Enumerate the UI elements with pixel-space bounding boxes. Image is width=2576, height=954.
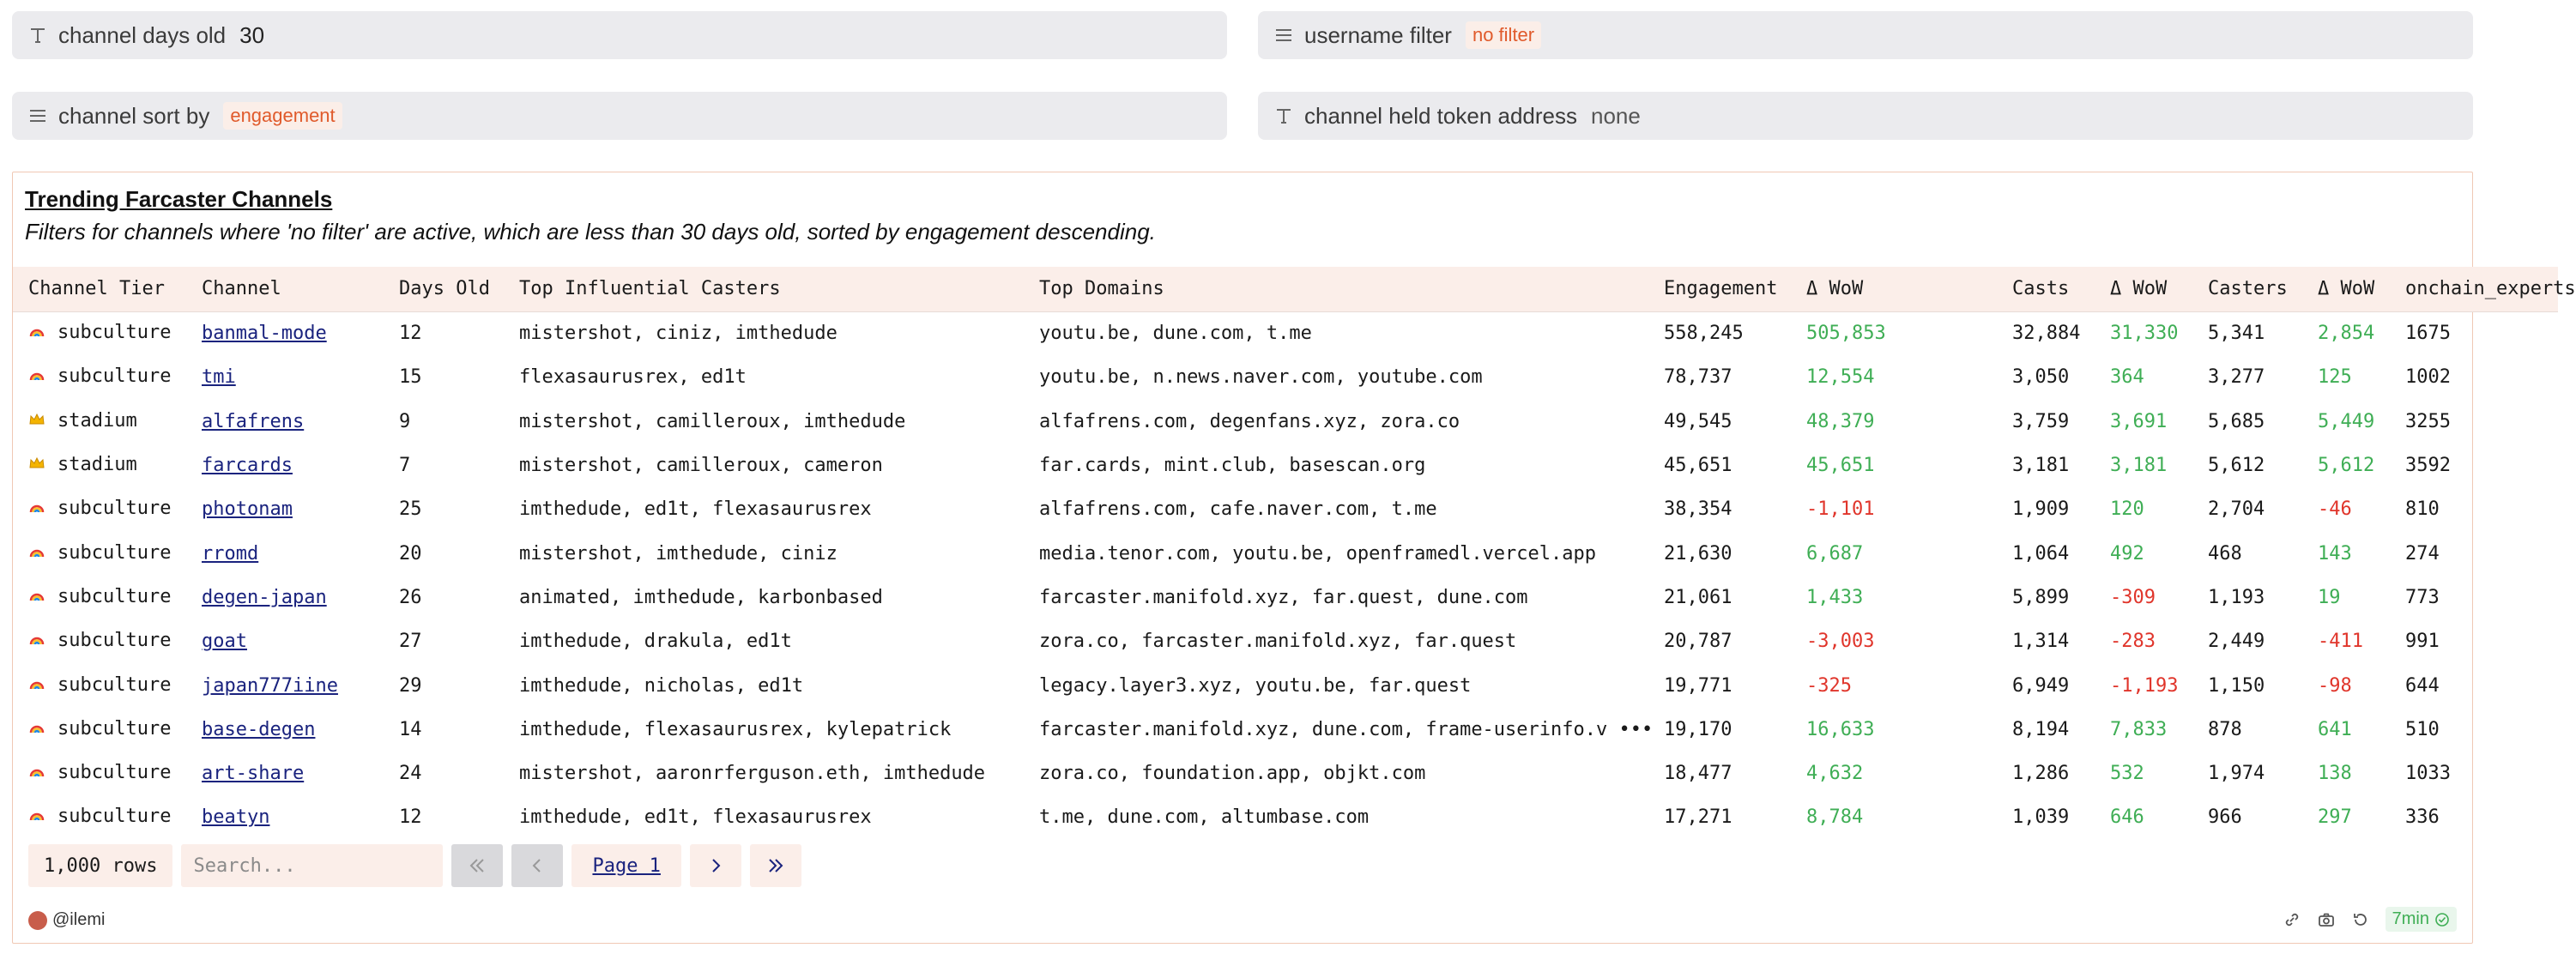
- cell-casters: mistershot, ciniz, imthedude: [519, 323, 838, 345]
- tier-label: subculture: [57, 673, 172, 696]
- cell-casts: 6,949: [2012, 674, 2070, 697]
- cell-domains: alfafrens.com, cafe.naver.com, t.me: [1039, 498, 1437, 521]
- cell-channel-tier: [13, 311, 186, 355]
- table-pager: [28, 843, 801, 888]
- cell-casters-n: 468: [2208, 542, 2242, 565]
- double-chevron-right-icon: [766, 856, 785, 875]
- cell-casters-n: 878: [2208, 718, 2242, 740]
- cell-engagement: 558,245: [1664, 323, 1744, 345]
- channel-link[interactable]: photonam: [202, 498, 293, 521]
- cell-casters-n: 1,193: [2208, 586, 2265, 608]
- cell-casters: imthedude, ed1t, flexasaurusrex: [519, 806, 872, 829]
- param-label: channel days old: [58, 21, 227, 48]
- cell-days: 15: [399, 366, 422, 389]
- cell-channel-tier: [13, 444, 186, 487]
- check-circle-icon: [2434, 912, 2450, 927]
- cell-days: 12: [399, 806, 422, 829]
- param-channel-sort-by[interactable]: [12, 92, 1227, 140]
- cell-domains: farcaster.manifold.xyz, far.quest, dune.com: [1039, 586, 1528, 608]
- cell-domains: zora.co, farcaster.manifold.xyz, far.quest: [1039, 631, 1517, 653]
- cell-engagement: 17,271: [1664, 806, 1732, 829]
- cell-experts: 1675: [2405, 323, 2451, 345]
- cell-casts-wow: 3,181: [2110, 455, 2168, 477]
- channel-link[interactable]: banmal-mode: [202, 323, 327, 345]
- cell-domains: alfafrens.com, degenfans.xyz, zora.co: [1039, 410, 1460, 432]
- cell-days: 27: [399, 631, 422, 653]
- cell-channel-tier: [13, 619, 186, 663]
- cell-channel-tier: [13, 752, 186, 795]
- cell-experts: 336: [2405, 806, 2440, 829]
- viz-subtitle: Filters for channels where 'no filter' are active, which are less than 30 days old, sorted by engagement descending.: [25, 219, 1156, 245]
- cell-casters: mistershot, camilleroux, cameron: [519, 455, 883, 477]
- cell-casts: 3,050: [2012, 366, 2070, 389]
- cell-channel: [186, 487, 384, 531]
- table-row: [13, 619, 2558, 663]
- cell-channel: [186, 752, 384, 795]
- cell-channel: [186, 708, 384, 752]
- channel-link[interactable]: rromd: [202, 542, 259, 565]
- cell-engagement: 38,354: [1664, 498, 1732, 521]
- cell-casters-n: 1,150: [2208, 674, 2265, 697]
- rainbow-icon: [28, 498, 47, 521]
- cell-eng-wow: 16,633: [1806, 718, 1875, 740]
- cell-casters-n: 5,341: [2208, 323, 2265, 345]
- column-header[interactable]: Top Domains: [1039, 278, 1164, 300]
- cell-engagement: 20,787: [1664, 631, 1732, 653]
- cell-casts-wow: 532: [2110, 763, 2144, 785]
- cell-casters-n: 2,449: [2208, 631, 2265, 653]
- channel-link[interactable]: goat: [202, 631, 247, 653]
- cell-casts-wow: 3,691: [2110, 410, 2168, 432]
- cell-experts: 3592: [2405, 455, 2451, 477]
- channels-table: [13, 267, 2576, 840]
- cell-casts: 3,759: [2012, 410, 2070, 432]
- author-name: @ilemi: [52, 910, 106, 929]
- cell-casts-wow: -1,193: [2110, 674, 2179, 697]
- tier-label: subculture: [57, 322, 172, 344]
- param-value[interactable]: no filter: [1466, 21, 1541, 49]
- crown-icon: [28, 411, 47, 433]
- cell-casts: 32,884: [2012, 323, 2081, 345]
- column-header[interactable]: Channel: [202, 278, 281, 300]
- cell-casters-n: 2,704: [2208, 498, 2265, 521]
- table-row: [13, 663, 2558, 707]
- channel-link[interactable]: degen-japan: [202, 586, 327, 608]
- table-row: [13, 576, 2558, 619]
- cell-days: 20: [399, 542, 422, 565]
- cell-channel-tier: [13, 795, 186, 839]
- rainbow-icon: [28, 719, 47, 741]
- cell-eng-wow: 45,651: [1806, 455, 1875, 477]
- rainbow-icon: [28, 323, 47, 345]
- camera-icon[interactable]: [2317, 910, 2336, 929]
- column-header[interactable]: Δ WoW: [1806, 278, 1864, 300]
- channel-link[interactable]: art-share: [202, 763, 305, 785]
- cell-casters-wow: 19: [2318, 586, 2341, 608]
- cell-channel-tier: [13, 355, 186, 399]
- cell-casters: imthedude, nicholas, ed1t: [519, 674, 804, 697]
- table-row: [13, 531, 2558, 575]
- tier-label: stadium: [57, 409, 137, 432]
- cell-domains: youtu.be, n.news.naver.com, youtube.com: [1039, 366, 1483, 389]
- cell-casters: imthedude, drakula, ed1t: [519, 631, 792, 653]
- chevron-right-icon: [706, 856, 725, 875]
- cell-engagement: 18,477: [1664, 763, 1732, 785]
- cell-experts: 1002: [2405, 366, 2451, 389]
- table-header-row: [13, 267, 2558, 311]
- cell-casters-n: 3,277: [2208, 366, 2265, 389]
- text-param-icon: [26, 23, 50, 47]
- cell-experts: 510: [2405, 718, 2440, 740]
- cell-experts: 274: [2405, 542, 2440, 565]
- cell-casts-wow: 646: [2110, 806, 2144, 829]
- cell-eng-wow: 4,632: [1806, 763, 1864, 785]
- tier-label: subculture: [57, 585, 172, 607]
- cell-domains: t.me, dune.com, altumbase.com: [1039, 806, 1370, 829]
- cell-casters-wow: 143: [2318, 542, 2352, 565]
- prev-page-button[interactable]: [511, 844, 563, 887]
- cell-channel: [186, 355, 384, 399]
- last-page-button[interactable]: [750, 844, 801, 887]
- cell-engagement: 21,630: [1664, 542, 1732, 565]
- cell-channel: [186, 663, 384, 707]
- tier-label: subculture: [57, 541, 172, 564]
- rainbow-icon: [28, 806, 47, 829]
- cell-experts: 3255: [2405, 410, 2451, 432]
- column-header[interactable]: Δ WoW: [2110, 278, 2168, 300]
- cell-domains: legacy.layer3.xyz, youtu.be, far.quest: [1039, 674, 1472, 697]
- cell-eng-wow: 505,853: [1806, 323, 1886, 345]
- tier-label: subculture: [57, 498, 172, 520]
- cell-domains: zora.co, foundation.app, objkt.com: [1039, 763, 1426, 785]
- list-param-icon: [1272, 23, 1296, 47]
- list-param-icon: [26, 104, 50, 128]
- text-param-icon: [1272, 104, 1296, 128]
- cell-channel-tier: [13, 400, 186, 444]
- cell-engagement: 21,061: [1664, 586, 1732, 608]
- channel-link[interactable]: alfafrens: [202, 410, 305, 432]
- cell-casters-wow: -46: [2318, 498, 2352, 521]
- table-row: [13, 708, 2558, 752]
- cell-days: 29: [399, 674, 422, 697]
- cell-engagement: 78,737: [1664, 366, 1732, 389]
- chevron-left-icon: [528, 856, 547, 875]
- rainbow-icon: [28, 631, 47, 653]
- cell-casts: 5,899: [2012, 586, 2070, 608]
- cell-channel: [186, 400, 384, 444]
- rainbow-icon: [28, 587, 47, 609]
- cell-experts: 810: [2405, 498, 2440, 521]
- cell-casters-n: 1,974: [2208, 763, 2265, 785]
- cell-days: 14: [399, 718, 422, 740]
- cell-channel-tier: [13, 663, 186, 707]
- param-label: username filter: [1304, 21, 1452, 48]
- cell-casters: flexasaurusrex, ed1t: [519, 366, 747, 389]
- channel-link[interactable]: beatyn: [202, 806, 270, 829]
- cell-eng-wow: 1,433: [1806, 586, 1864, 608]
- cell-eng-wow: 48,379: [1806, 410, 1875, 432]
- cell-channel-tier: [13, 576, 186, 619]
- column-header[interactable]: Casters: [2208, 278, 2288, 300]
- cell-days: 7: [399, 455, 411, 477]
- tier-label: subculture: [57, 365, 172, 388]
- refresh-icon[interactable]: [2351, 910, 2370, 929]
- cell-casters-n: 5,685: [2208, 410, 2265, 432]
- cell-casters-wow: 641: [2318, 718, 2352, 740]
- param-value[interactable]: engagement: [223, 102, 342, 130]
- table-body: [13, 311, 2558, 840]
- cell-engagement: 19,771: [1664, 674, 1732, 697]
- cell-casts: 8,194: [2012, 718, 2070, 740]
- param-label: channel held token address: [1304, 102, 1578, 129]
- row-count: 1,000 rows: [28, 844, 172, 887]
- cell-channel: [186, 531, 384, 575]
- cell-channel-tier: [13, 531, 186, 575]
- cell-experts: 1033: [2405, 763, 2451, 785]
- cell-casts-wow: 364: [2110, 366, 2144, 389]
- cell-eng-wow: 8,784: [1806, 806, 1864, 829]
- cell-casters-wow: 138: [2318, 763, 2352, 785]
- crown-icon: [28, 455, 47, 477]
- next-page-button[interactable]: [690, 844, 741, 887]
- query-age: 7min: [2392, 909, 2429, 928]
- cell-casts: 1,286: [2012, 763, 2070, 785]
- cell-casters-wow: 5,612: [2318, 455, 2375, 477]
- first-page-button[interactable]: [451, 844, 503, 887]
- avatar: [28, 911, 47, 930]
- viz-footer: [13, 898, 2472, 941]
- cell-eng-wow: -325: [1806, 674, 1852, 697]
- cell-casts: 1,909: [2012, 498, 2070, 521]
- channel-link[interactable]: japan777iine: [202, 674, 338, 697]
- table-scroll-area[interactable]: [13, 267, 2576, 829]
- rainbow-icon: [28, 366, 47, 389]
- table-row: [13, 795, 2558, 839]
- double-chevron-left-icon: [468, 856, 487, 875]
- table-visualization-panel: [12, 172, 2576, 944]
- column-header[interactable]: Casts: [2012, 278, 2070, 300]
- cell-casters-n: 5,612: [2208, 455, 2265, 477]
- column-header[interactable]: Days Old: [399, 278, 490, 300]
- cell-days: 24: [399, 763, 422, 785]
- cell-casts-wow: -309: [2110, 586, 2156, 608]
- table-search-input[interactable]: [181, 844, 443, 887]
- rainbow-icon: [28, 543, 47, 565]
- cell-casters-n: 966: [2208, 806, 2242, 829]
- cell-casters-wow: 125: [2318, 366, 2352, 389]
- table-row: [13, 487, 2558, 531]
- column-header[interactable]: Channel Tier: [28, 278, 165, 300]
- footer-actions: [2283, 907, 2457, 932]
- cell-casters-wow: 2,854: [2318, 323, 2375, 345]
- cell-domains: media.tenor.com, youtu.be, openframedl.vercel.app: [1039, 542, 1597, 565]
- cell-days: 9: [399, 410, 411, 432]
- cell-casts-wow: 31,330: [2110, 323, 2179, 345]
- cell-casters-wow: -411: [2318, 631, 2363, 653]
- cell-engagement: 45,651: [1664, 455, 1732, 477]
- cell-casters-wow: 297: [2318, 806, 2352, 829]
- cell-casters: imthedude, ed1t, flexasaurusrex: [519, 498, 872, 521]
- column-header[interactable]: Engagement: [1664, 278, 1778, 300]
- cell-channel-tier: [13, 708, 186, 752]
- cell-casts-wow: -283: [2110, 631, 2156, 653]
- tier-label: subculture: [57, 806, 172, 828]
- rainbow-icon: [28, 675, 47, 697]
- cell-casters-wow: 5,449: [2318, 410, 2375, 432]
- param-value[interactable]: 30: [239, 21, 265, 48]
- cell-casts-wow: 120: [2110, 498, 2144, 521]
- cell-channel: [186, 311, 384, 355]
- cell-days: 25: [399, 498, 422, 521]
- cell-casters: imthedude, flexasaurusrex, kylepatrick: [519, 718, 952, 740]
- param-label: channel sort by: [58, 102, 210, 129]
- cell-engagement: 49,545: [1664, 410, 1732, 432]
- query-age-badge: [2386, 907, 2457, 932]
- column-header[interactable]: Top Influential Casters: [519, 278, 781, 300]
- cell-eng-wow: -1,101: [1806, 498, 1875, 521]
- cell-eng-wow: -3,003: [1806, 631, 1875, 653]
- cell-casters: animated, imthedude, karbonbased: [519, 586, 883, 608]
- cell-casters: mistershot, camilleroux, imthedude: [519, 410, 906, 432]
- cell-channel: [186, 619, 384, 663]
- rainbow-icon: [28, 763, 47, 785]
- cell-casts-wow: 7,833: [2110, 718, 2168, 740]
- viz-title[interactable]: Trending Farcaster Channels: [25, 186, 333, 212]
- cell-eng-wow: 12,554: [1806, 366, 1875, 389]
- tier-label: subculture: [57, 762, 172, 784]
- channel-link[interactable]: farcards: [202, 455, 293, 477]
- cell-days: 12: [399, 323, 422, 345]
- cell-casts: 1,314: [2012, 631, 2070, 653]
- column-header[interactable]: Δ WoW: [2318, 278, 2375, 300]
- param-value[interactable]: none: [1591, 102, 1641, 129]
- table-row: [13, 400, 2558, 444]
- cell-domains: far.cards, mint.club, basescan.org: [1039, 455, 1426, 477]
- column-header[interactable]: onchain_experts: [2405, 278, 2576, 300]
- table-row: [13, 752, 2558, 795]
- tier-label: stadium: [57, 454, 137, 476]
- param-channel-held-token-address[interactable]: [1258, 92, 2473, 140]
- table-row: [13, 444, 2558, 487]
- tier-label: subculture: [57, 630, 172, 652]
- cell-casters-wow: -98: [2318, 674, 2352, 697]
- cell-channel: [186, 444, 384, 487]
- tier-label: subculture: [57, 717, 172, 740]
- table-row: [13, 311, 2558, 355]
- cell-domains: youtu.be, dune.com, t.me: [1039, 323, 1312, 345]
- cell-experts: 644: [2405, 674, 2440, 697]
- author-link[interactable]: [28, 910, 105, 930]
- cell-domains: farcaster.manifold.xyz, dune.com, frame-userinfo.v •••: [1024, 708, 1648, 752]
- cell-casters: mistershot, imthedude, ciniz: [519, 542, 838, 565]
- cell-channel: [186, 795, 384, 839]
- cell-eng-wow: 6,687: [1806, 542, 1864, 565]
- cell-channel: [186, 576, 384, 619]
- cell-casts-wow: 492: [2110, 542, 2144, 565]
- cell-channel-tier: [13, 487, 186, 531]
- param-channel-days-old[interactable]: [12, 11, 1227, 59]
- cell-experts: 991: [2405, 631, 2440, 653]
- cell-casts: 1,039: [2012, 806, 2070, 829]
- table-row: [13, 355, 2558, 399]
- channel-link[interactable]: tmi: [202, 366, 236, 389]
- cell-engagement: 19,170: [1664, 718, 1732, 740]
- cell-casts: 3,181: [2012, 455, 2070, 477]
- cell-casters: mistershot, aaronrferguson.eth, imthedude: [519, 763, 986, 785]
- channel-link[interactable]: base-degen: [202, 718, 316, 740]
- param-username-filter[interactable]: [1258, 11, 2473, 59]
- cell-experts: 773: [2405, 586, 2440, 608]
- cell-casts: 1,064: [2012, 542, 2070, 565]
- current-page-button[interactable]: Page 1: [571, 844, 680, 887]
- link-icon[interactable]: [2283, 910, 2301, 929]
- cell-days: 26: [399, 586, 422, 608]
